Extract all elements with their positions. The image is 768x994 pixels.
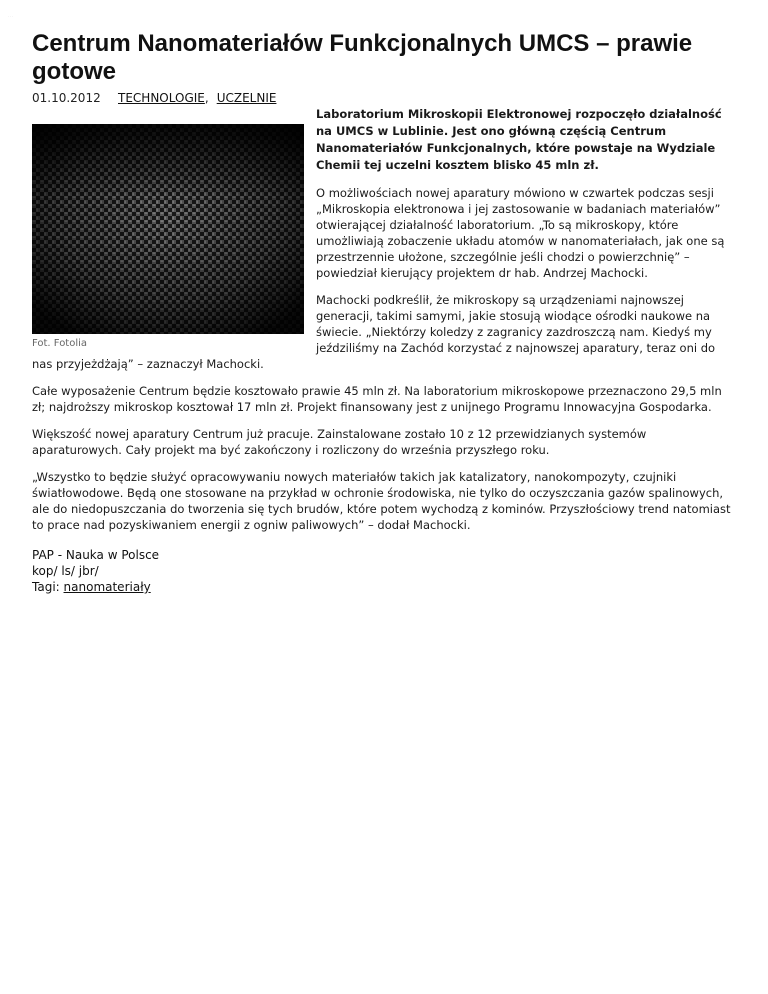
paragraph-1: O możliwościach nowej aparatury mówiono w czwartek podczas sesji „Mikroskopia elektronowa i jej zastosowanie w badaniach materiałów” otwierającej działalność laboratorium. „To są mikroskopy, które umożliwiają zobaczenie układu atomów w nanomateriałach, jak one są przestrzennie ułożone, szczególnie jeśli chodzi o powierzchnię” – powiedział kierujący projektem dr hab. Andrzej Machocki. [316, 186, 725, 280]
article-meta [32, 90, 738, 106]
authors-line: kop/ ls/ jbr/ [32, 564, 99, 578]
paragraph-2: Machocki podkreślił, że mikroskopy są urządzeniami najnowszej generacji, takimi samymi, jakie stosują wiodące ośrodki naukowe na świecie. „Niektórzy koledzy z zagranicy zazdroszczą nam. Kiedyś my jeździliśmy na Zachód korzystać z najnowszej aparatury, teraz oni do nas przyjeżdżają” – zaznaczył Machocki. [32, 293, 716, 371]
category-link-technologie[interactable]: TECHNOLOGIE [118, 91, 205, 105]
paragraph-5: „Wszystko to będzie służyć opracowywaniu nowych materiałów takich jak katalizatory, nanokompozyty, czujniki światłowodowe. Będą one stosowane na przykład w ochronie środowiska, nie tylko do oczyszczania gazów spalinowych, ale do niedopuszczania do tworzenia się tych brudów, które potem wychodzą z kominów. Przyszłościowy trend natomiast to prace nad pozyskiwaniem energii z ogniw paliwowych” – dodał Machocki. [32, 470, 731, 532]
carbon-fiber-texture-image [32, 124, 304, 334]
category-separator: , [204, 91, 209, 105]
article-body [32, 106, 738, 533]
paragraph-4: Większość nowej aparatury Centrum już pracuje. Zainstalowane zostało 10 z 12 przewidzianych systemów aparaturowych. Cały projekt ma być zakończony i rozliczony do września przyszłego roku. [32, 427, 647, 457]
source-line: PAP - Nauka w Polsce [32, 548, 160, 562]
publish-date: 01.10.2012 [32, 91, 101, 105]
tags-line [32, 579, 738, 595]
photo-caption: Fot. Fotolia [32, 338, 88, 349]
article-lead: Laboratorium Mikroskopii Elektronowej rozpoczęło działalność na UMCS w Lublinie. Jest ono główną częścią Centrum Nanomateriałów Funkcjonalnych, które powstaje na Wydziale Chemii tej uczelni kosztem blisko 45 mln zł. [316, 107, 722, 172]
tag-link-nanomaterialy[interactable]: nanomateriały [63, 580, 151, 594]
tags-label: Tagi: [32, 580, 60, 594]
article [32, 30, 738, 595]
article-figure [32, 124, 304, 350]
paragraph-3: Całe wyposażenie Centrum będzie kosztowało prawie 45 mln zł. Na laboratorium mikroskopowe przeznaczono 29,5 mln zł; najdroższy mikroskop kosztował 17 mln zł. Projekt finansowany jest z unijnego Programu Innowacyjna Gospodarka. [32, 384, 722, 414]
header-mark: · · · [8, 14, 13, 18]
category-link-uczelnie[interactable]: UCZELNIE [216, 91, 277, 105]
article-footer [32, 547, 738, 595]
article-title: Centrum Nanomateriałów Funkcjonalnych UMCS – prawie gotowe [32, 30, 693, 85]
